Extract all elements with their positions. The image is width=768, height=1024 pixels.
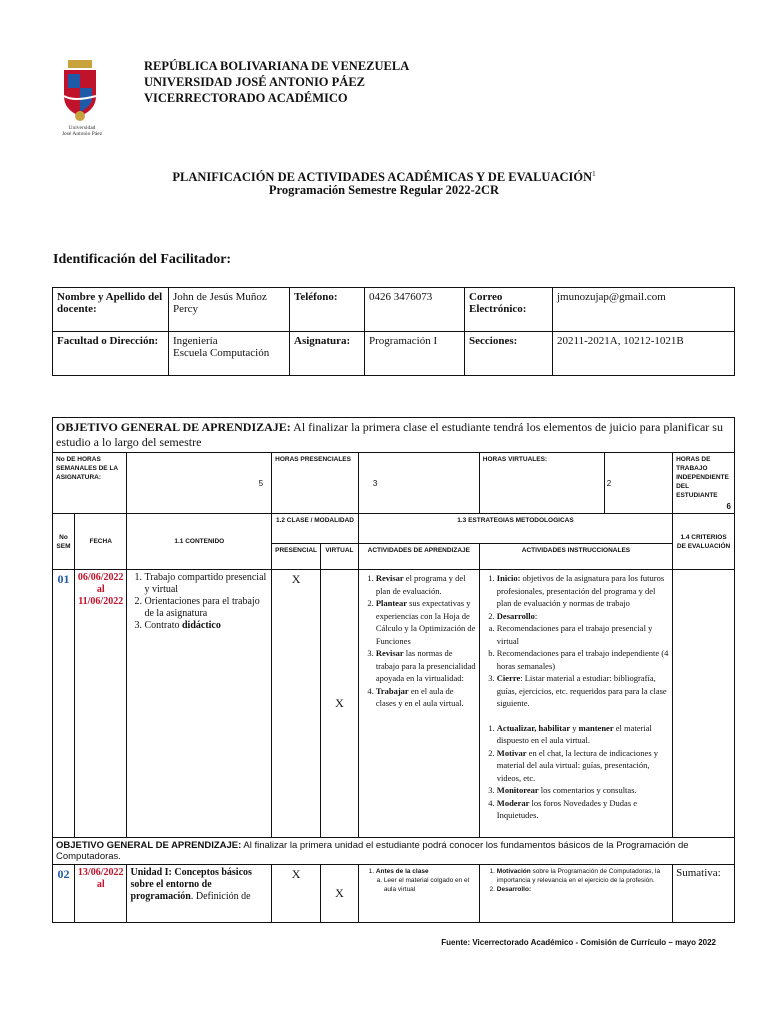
- secciones-value: 20211-2021A, 10212-1021B: [553, 332, 735, 376]
- footer-source: Fuente: Vicerrectorado Académico - Comisión de Currículo – mayo 2022: [441, 938, 716, 947]
- hours-independiente: [673, 453, 735, 514]
- list-item: [376, 647, 476, 685]
- col-virtual: VIRTUAL: [321, 544, 359, 570]
- col-presencial: PRESENCIAL: [272, 544, 321, 570]
- fecha-line: al: [96, 584, 105, 595]
- list-item: [497, 610, 669, 623]
- verb: Desarrollo:: [496, 886, 532, 893]
- week-2-presencial: X: [272, 865, 321, 923]
- secciones-label: Secciones:: [465, 332, 553, 376]
- objective-text: Al finalizar la primera unidad el estudiante podrá conocer los fundamentos básicos de la Programación de Computadoras.: [56, 840, 689, 862]
- week-2-sem: 02: [53, 865, 75, 923]
- facultad-label: Facultad o Dirección:: [53, 332, 169, 376]
- col-clase: 1.2 CLASE / MODALIDAD: [272, 514, 359, 544]
- week-1-presencial: X: [272, 570, 321, 838]
- text: : Listar material a estudiar: bibliografía, guías, ejercicios, etc. requeridos para para la clase siguiente.: [496, 673, 667, 708]
- contenido-bold: didáctico: [181, 620, 221, 631]
- list-item: [376, 572, 476, 597]
- hours-independiente-label: HORAS DE TRABAJO INDEPENDIENTE DEL ESTUDIANTE: [676, 456, 729, 499]
- col-fecha: FECHA: [74, 514, 127, 570]
- list-item: [497, 885, 669, 894]
- week-1-aprendizaje: [358, 570, 479, 838]
- verb: Motivar: [496, 747, 527, 758]
- verb: mantener: [578, 722, 614, 733]
- list-item: [497, 747, 669, 785]
- week-1-fecha: [74, 570, 127, 838]
- week-2-criterios: Sumativa:: [673, 865, 735, 923]
- table-row: [53, 865, 735, 923]
- list-item: a. Leer el material colgado en el aula virtual: [384, 876, 476, 894]
- text: :: [534, 610, 538, 621]
- header-line-1: REPÚBLICA BOLIVARIANA DE VENEZUELA: [144, 59, 410, 73]
- text: las normas de trabajo para la presencialidad apoyada en la virtualidad:: [375, 648, 476, 683]
- text: los comentarios y consultas.: [538, 785, 637, 795]
- facultad-value: [169, 332, 290, 376]
- title-main: PLANIFICACIÓN DE ACTIVIDADES ACADÉMICAS Y DE EVALUACIÓN: [172, 170, 593, 185]
- week-1-instruccionales: [479, 570, 672, 838]
- header-line-3: VICERRECTORADO ACADÉMICO: [144, 91, 348, 105]
- week-1-virtual: X: [321, 570, 359, 838]
- docente-value: John de Jesús Muñoz Percy: [169, 288, 290, 332]
- col-estrategias: 1.3 ESTRATEGIAS METODOLOGICAS: [358, 514, 672, 544]
- verb: Revisar: [375, 648, 404, 658]
- hours-presenciales-value: 3: [358, 453, 479, 514]
- week-1-criterios: [673, 570, 735, 838]
- week-2-instruccionales: [479, 865, 672, 923]
- week-2-contenido: [127, 865, 272, 923]
- week-2-aprendizaje: [358, 865, 479, 923]
- list-item: 1. Trabajo compartido presencial y virtual: [144, 572, 268, 596]
- header-line-2: UNIVERSIDAD JOSÉ ANTONIO PÁEZ: [144, 75, 365, 89]
- text: sus expectativas y experiencias con la Hoja de Cálculo y la Optimización de Funciones: [375, 598, 476, 646]
- asignatura-label: Asignatura:: [290, 332, 365, 376]
- week-2-fecha: [74, 865, 127, 923]
- list-item: [497, 722, 669, 747]
- objective-1: [53, 418, 735, 453]
- contenido-text: Contrato: [144, 620, 182, 631]
- objective-text: Al finalizar la primera clase el estudiante tendrá los elementos de juicio para planificar su estudio a lo largo del semestre: [56, 420, 723, 449]
- text: y: [570, 722, 579, 733]
- text: el programa y del plan de evaluación.: [375, 573, 466, 596]
- telefono-label: Teléfono:: [290, 288, 365, 332]
- hours-virtuales-number: 2: [606, 478, 612, 488]
- title-footnote-mark: 1: [592, 170, 596, 178]
- fecha-line: 06/06/2022: [77, 572, 124, 583]
- list-item: [497, 572, 669, 610]
- objective-label: OBJETIVO GENERAL DE APRENDIZAJE:: [56, 420, 291, 434]
- text: en el chat, la lectura de indicaciones y material del aula virtual: guías, presentación, videos, etc.: [496, 747, 658, 783]
- logo-caption-line: José Antonio Páez: [61, 131, 103, 137]
- week-1-contenido: [127, 570, 272, 838]
- contenido-text: . Definición de: [190, 891, 251, 902]
- docente-label: Nombre y Apellido del docente:: [53, 288, 169, 332]
- list-item: [497, 672, 669, 710]
- list-item: [497, 784, 669, 797]
- contenido-bold: Unidad I: Conceptos básicos sobre el entorno de programación: [130, 867, 252, 902]
- facilitator-table: [52, 287, 735, 376]
- text: objetivos de la asignatura para los futuros profesionales, presentación del programa y del plan de evaluación y normas de trabajo: [496, 573, 665, 608]
- list-item: b. Recomendaciones para el trabajo independiente (4 horas semanales): [497, 647, 669, 672]
- list-item: [376, 867, 476, 876]
- list-item: [144, 620, 268, 632]
- list-item: a. Recomendaciones para el trabajo presencial y virtual: [497, 622, 669, 647]
- list-item: [497, 797, 669, 822]
- week-2-virtual: X: [321, 865, 359, 923]
- asignatura-value: Programación I: [365, 332, 465, 376]
- telefono-value: 0426 3476073: [365, 288, 465, 332]
- verb: Antes de la clase: [375, 868, 429, 875]
- fecha-line: 11/06/2022: [78, 596, 124, 607]
- hours-virtuales-value: [604, 453, 672, 514]
- correo-label: Correo Electrónico:: [465, 288, 553, 332]
- verb: Actualizar, habilitar: [496, 722, 571, 733]
- week-1-sem: 01: [53, 570, 75, 838]
- logo-caption: [56, 125, 108, 137]
- correo-value: jmunozujap@gmail.com: [553, 288, 735, 332]
- facultad-value-line: Escuela Computación: [173, 347, 270, 359]
- list-item: [497, 867, 669, 885]
- col-sem: No SEM: [53, 514, 75, 570]
- verb: Cierre: [496, 673, 521, 683]
- facultad-value-line: Ingeniería: [173, 335, 218, 347]
- fecha-line: al: [96, 879, 105, 890]
- text: sobre la Programación de Computadoras, la importancia y relevancia en el ejercicio de la profesión.: [496, 868, 661, 884]
- verb: Inicio:: [496, 573, 521, 583]
- list-item: [376, 597, 476, 647]
- fecha-line: 13/06/2022: [77, 867, 124, 878]
- verb: Monitorear: [496, 785, 539, 795]
- hours-semanales-value: 5: [127, 453, 272, 514]
- verb: Plantear: [375, 598, 407, 608]
- hours-semanales-label: No DE HORAS SEMANALES DE LA ASIGNATURA:: [53, 453, 127, 514]
- logo-caption-line: Universidad: [68, 125, 96, 131]
- objective-2: [53, 838, 735, 865]
- objective-label: OBJETIVO GENERAL DE APRENDIZAJE:: [56, 840, 242, 851]
- list-item: [376, 685, 476, 710]
- verb: Motivación: [496, 868, 531, 875]
- hours-independiente-value: 6: [726, 502, 731, 511]
- verb: Trabajar: [375, 685, 409, 696]
- list-item: 2. Orientaciones para el trabajo de la asignatura: [144, 596, 268, 620]
- table-row: [53, 570, 735, 838]
- plan-table: [52, 417, 735, 923]
- hours-virtuales-label: HORAS VIRTUALES:: [479, 453, 604, 514]
- text: en el aula de clases y en el aula virtual.: [375, 685, 464, 708]
- institution-header: [144, 58, 409, 106]
- text: el material dispuesto en el aula virtual.: [496, 722, 652, 745]
- col-criterios: 1.4 CRITERIOS DE EVALUACIÓN: [673, 514, 735, 570]
- col-act-aprendizaje: ACTIVIDADES DE APRENDIZAJE: [358, 544, 479, 570]
- verb: Desarrollo: [496, 610, 535, 621]
- hours-presenciales-label: HORAS PRESENCIALES: [272, 453, 359, 514]
- identification-heading: Identificación del Facilitador:: [53, 252, 232, 267]
- verb: Revisar: [375, 573, 404, 583]
- text: los foros Novedades y Dudas e Inquietudes.: [496, 797, 638, 820]
- col-act-instruccionales: ACTIVIDADES INSTRUCCIONALES: [479, 544, 672, 570]
- col-contenido: 1.1 CONTENIDO: [127, 514, 272, 570]
- document-subtitle: Programación Semestre Regular 2022-2CR: [268, 183, 500, 197]
- verb: Moderar: [496, 797, 530, 808]
